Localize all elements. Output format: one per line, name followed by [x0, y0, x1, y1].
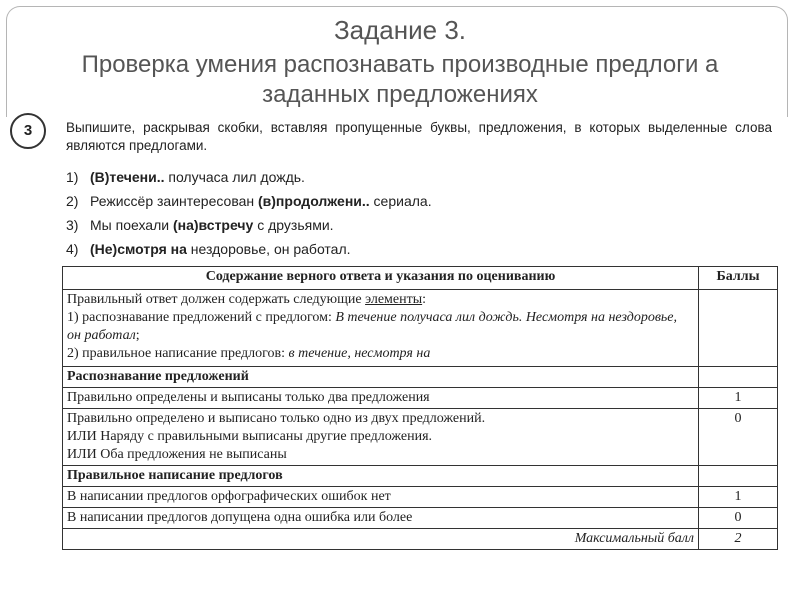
answer-score-cell	[699, 290, 778, 367]
section-row	[63, 466, 778, 487]
task-options	[66, 165, 766, 261]
section-row	[63, 367, 778, 388]
max-score-label: Максимальный балл	[63, 529, 699, 550]
grading-table	[62, 266, 778, 550]
score-cell: 0	[699, 508, 778, 529]
option-4: 4) (Не)смотря на нездоровье, он работал.	[66, 241, 351, 257]
max-score-value: 2	[699, 529, 778, 550]
score-cell: 1	[699, 388, 778, 409]
option-3: 3) Мы поехали (на)встречу с друзьями.	[66, 217, 334, 233]
table-row: В написании предлогов допущена одна ошибка или более 0	[63, 508, 778, 529]
header-content: Содержание верного ответа и указания по оцениванию	[63, 267, 699, 290]
task-instruction: Выпишите, раскрывая скобки, вставляя пропущенные буквы, предложения, в которых выделенные слова являются предлогами.	[66, 120, 772, 153]
max-score-row	[63, 529, 778, 550]
task-number-badge: 3	[10, 113, 46, 149]
header-score: Баллы	[699, 267, 778, 290]
section-title: Правильное написание предлогов	[63, 466, 699, 487]
score-cell: 0	[699, 409, 778, 466]
option-2: 2) Режиссёр заинтересован (в)продолжени.. сериала.	[66, 193, 432, 209]
score-cell: 1	[699, 487, 778, 508]
slide-subtitle: Проверка умения распознавать производные предлоги а заданных предложениях	[81, 51, 719, 108]
answer-row	[63, 290, 778, 367]
table-row: Правильно определено и выписано только одно из двух предложений. ИЛИ Наряду с правильными выписаны другие предложения. ИЛИ Оба предложения не выписаны 0	[63, 409, 778, 466]
answer-cell: Правильный ответ должен содержать следующие элементы: 1) распознавание предложений с предлогом: В течение получаса лил дождь. Несмотря на нездоровье, он работал; 2) правильное написание предлогов: в течение, несмотря на	[63, 290, 699, 367]
table-row: Правильно определены и выписаны только два предложения 1	[63, 388, 778, 409]
section-title: Распознавание предложений	[63, 367, 699, 388]
table-header-row	[63, 267, 778, 290]
slide-title: Задание 3.	[333, 15, 467, 45]
table-row: В написании предлогов орфографических ошибок нет 1	[63, 487, 778, 508]
option-1: 1) (В)течени.. получаса лил дождь.	[66, 169, 305, 185]
